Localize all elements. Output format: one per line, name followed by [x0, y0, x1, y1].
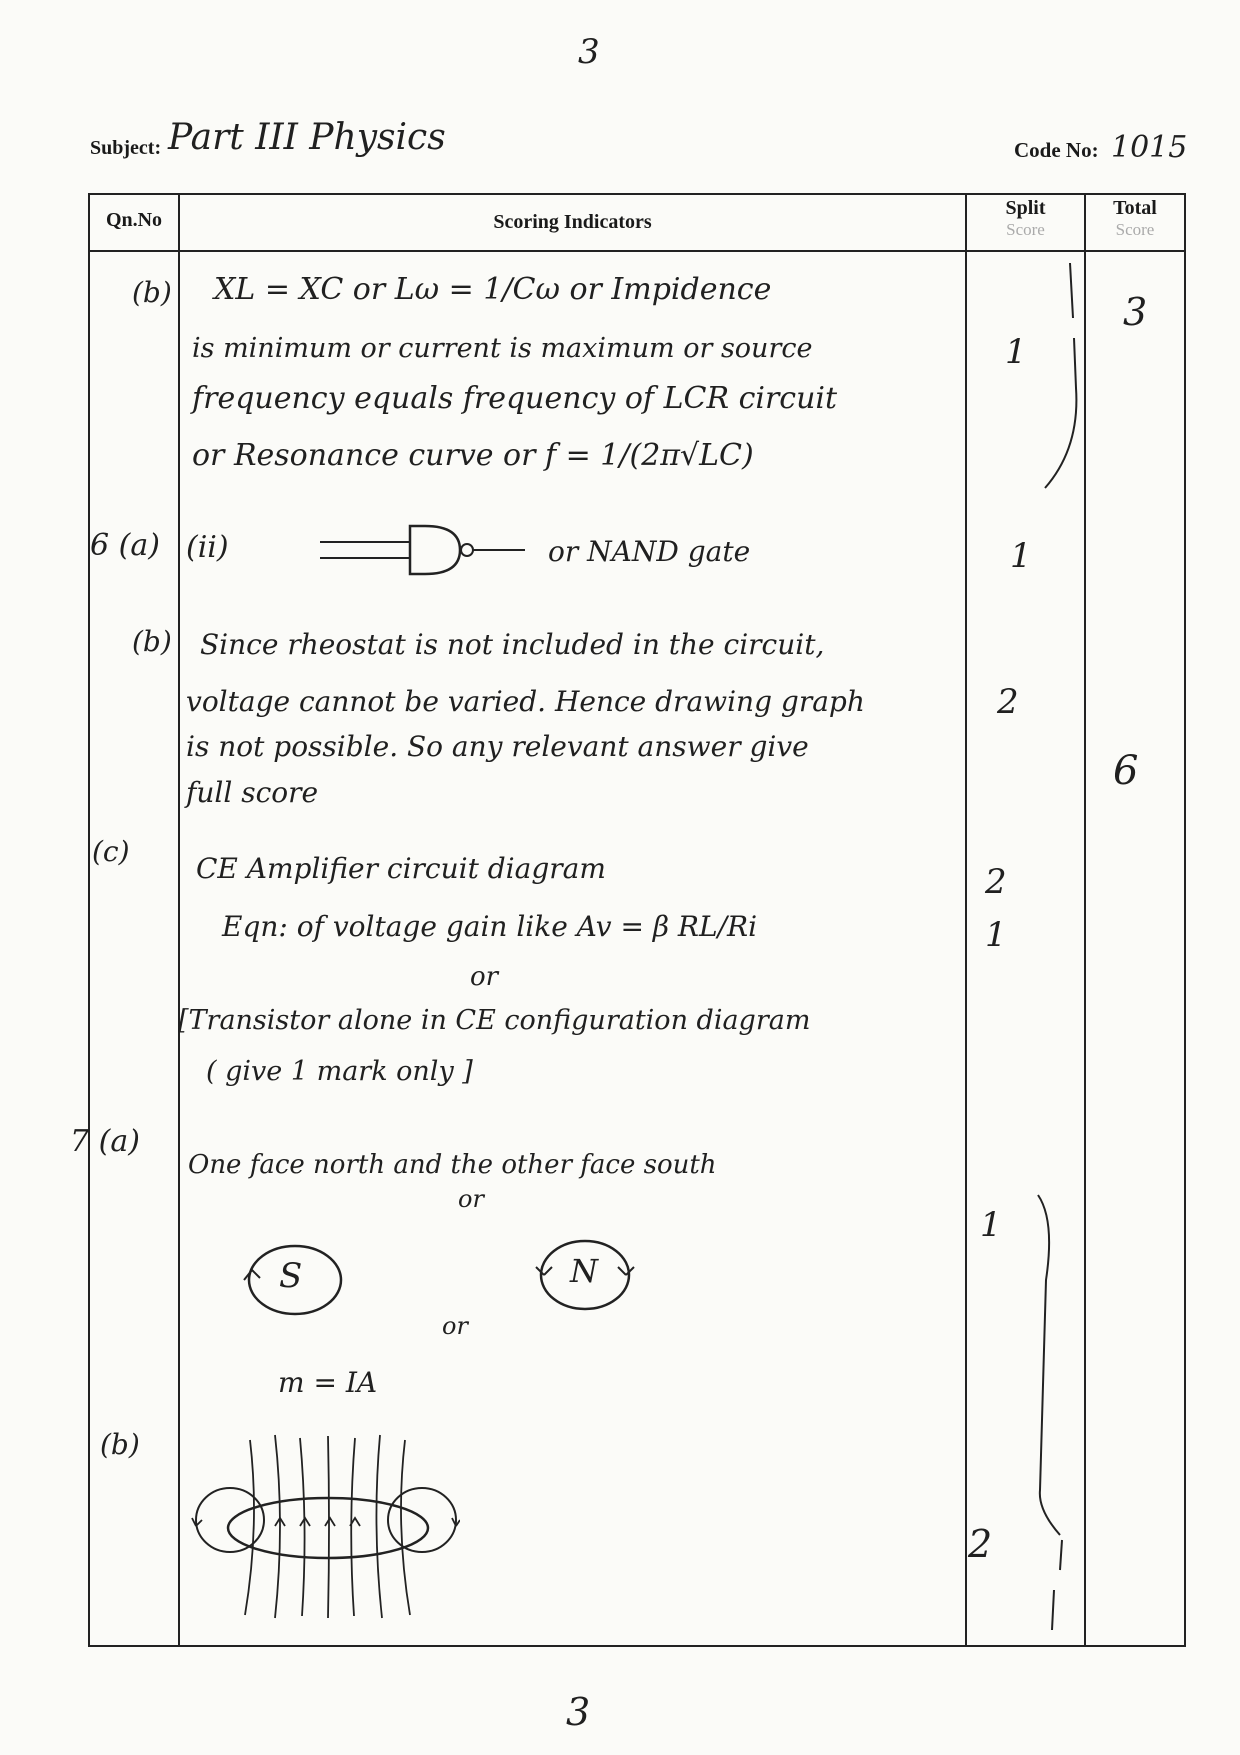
code-value: 1015: [1111, 130, 1188, 165]
column-divider-split: [965, 193, 967, 1647]
column-header-total: [1086, 197, 1184, 240]
q6c-split-score-2: 1: [985, 915, 1007, 955]
q6c-line1: CE Amplifier circuit diagram: [196, 852, 606, 885]
q7-brace: [1030, 1190, 1090, 1650]
q6b-split-score: 2: [997, 682, 1019, 722]
q6c-line4: ( give 1 mark only ]: [206, 1056, 473, 1087]
q5b-brace: [1040, 258, 1080, 493]
q6b-total-score: 6: [1113, 748, 1139, 794]
column-header-split-label: Split: [1005, 197, 1046, 219]
code-label: Code No:: [1014, 138, 1099, 162]
q7a-line1: One face north and the other face south: [188, 1150, 717, 1180]
q5b-number: (b): [132, 276, 172, 309]
q6c-or: or: [470, 962, 499, 992]
header-row-divider: [88, 250, 1186, 252]
q7b-split-score: 2: [968, 1522, 993, 1566]
q7b-number: (b): [100, 1428, 140, 1461]
q6a-part: (ii): [186, 530, 229, 565]
q6c-split-score-1: 2: [985, 862, 1007, 902]
q7a-or-1: or: [458, 1185, 484, 1213]
column-header-qn: Qn.No: [105, 209, 163, 231]
q5b-line1: XL = XC or Lω = 1/Cω or Impidence: [214, 272, 772, 307]
nand-gate-symbol: [320, 520, 530, 580]
q6a-number: 6 (a): [90, 528, 160, 563]
column-header-scoring: Scoring Indicators: [493, 211, 652, 233]
q5b-line3: frequency equals frequency of LCR circuit: [192, 381, 838, 416]
q6a-text: or NAND gate: [548, 535, 751, 568]
q7a-number: 7 (a): [70, 1124, 140, 1159]
q6b-line3: is not possible. So any relevant answer give: [186, 730, 809, 763]
page-number-top: 3: [578, 32, 600, 72]
column-header-total-label: Total: [1113, 197, 1157, 219]
q6c-line2: Eqn: of voltage gain like Av = β RL/Ri: [222, 910, 758, 943]
q6b-line1: Since rheostat is not included in the circuit,: [200, 628, 825, 661]
q5b-total-score: 3: [1123, 290, 1148, 334]
q7a-equation: m = IA: [278, 1366, 378, 1399]
q6b-number: (b): [132, 625, 172, 658]
magnetic-field-lines-diagram: [190, 1430, 460, 1620]
q5b-split-score: 1: [1005, 332, 1027, 372]
q5b-line4: or Resonance curve or f = 1/(2π√LC): [192, 438, 754, 473]
q5b-line2: is minimum or current is maximum or source: [192, 333, 813, 364]
q6b-line2: voltage cannot be varied. Hence drawing graph: [186, 685, 865, 718]
q7a-split-score: 1: [980, 1205, 1002, 1245]
q6c-line3: [Transistor alone in CE configuration diagram: [178, 1005, 811, 1036]
q7a-or-2: or: [442, 1312, 468, 1340]
column-header-split: [967, 197, 1084, 240]
page-number-bottom: 3: [566, 1690, 591, 1734]
north-label: N: [570, 1252, 598, 1290]
column-header-total-sub: Score: [1115, 220, 1155, 239]
column-divider-qn: [178, 193, 180, 1647]
south-label: S: [279, 1256, 303, 1296]
column-header-split-sub: Score: [1006, 220, 1045, 239]
q6a-split-score: 1: [1010, 536, 1032, 576]
subject-value: Part III Physics: [168, 117, 446, 158]
q6b-line4: full score: [186, 776, 319, 809]
q6c-number: (c): [92, 835, 130, 868]
subject-label: Subject:: [90, 137, 162, 159]
